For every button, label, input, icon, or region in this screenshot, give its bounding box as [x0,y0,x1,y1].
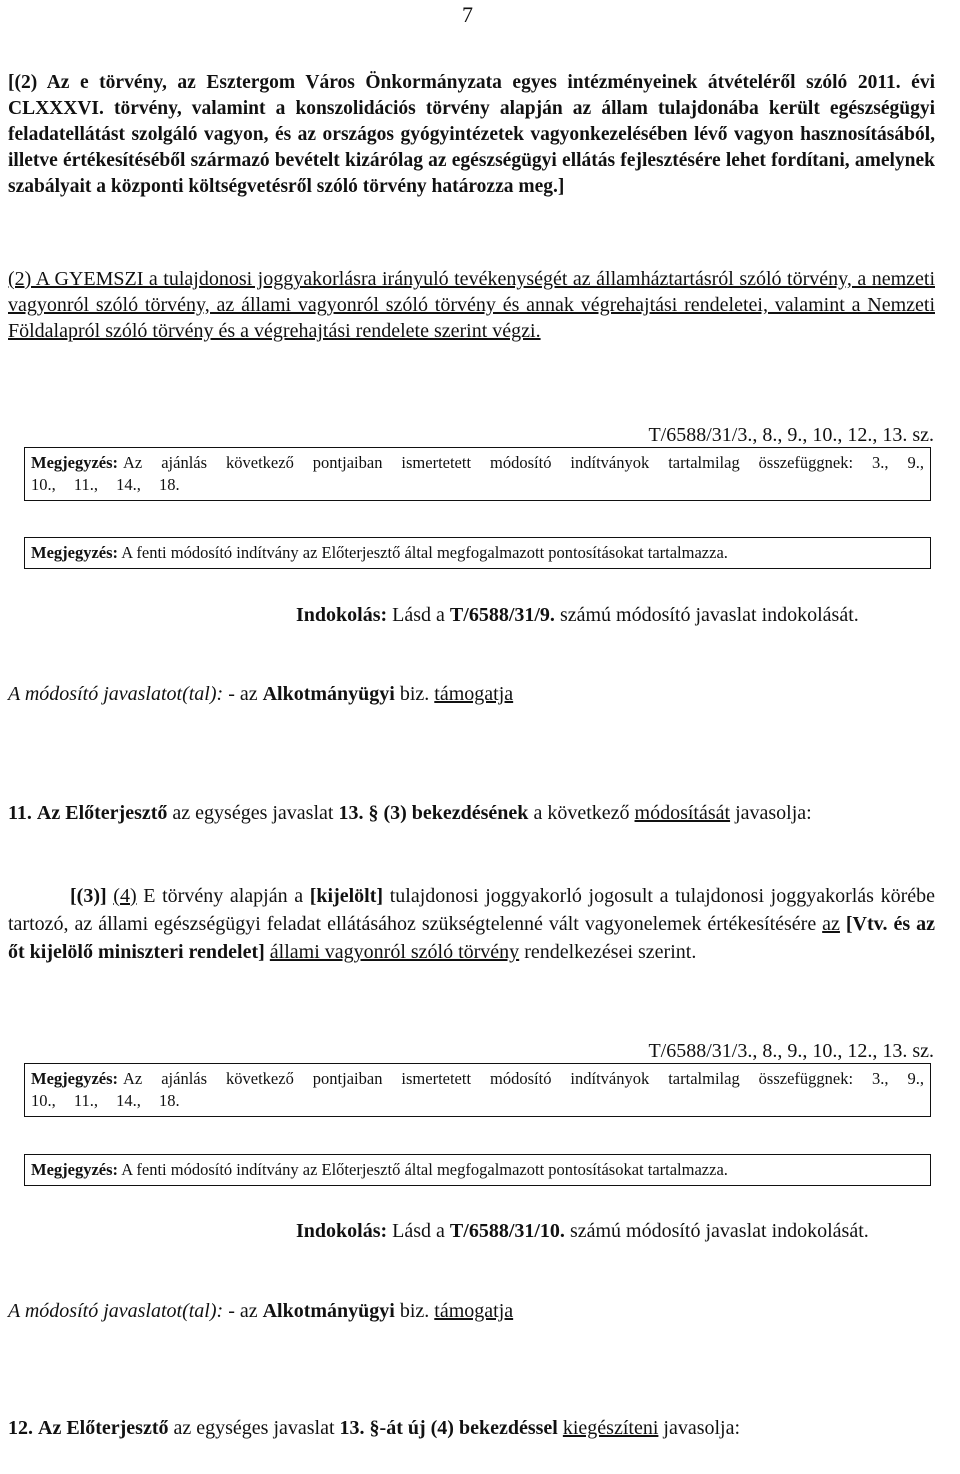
proposer-label: A módosító javaslatot(tal): [8,1300,224,1322]
proposer-action: támogatja [434,683,514,705]
item-11-heading: 11. Az Előterjesztő az egységes javaslat 13. § (3) bekezdésének a következő módosítását javasolja: [8,802,812,824]
item-12-heading: 12. Az Előterjesztő az egységes javaslat 13. §-át új (4) bekezdéssel kiegészíteni javasolja: [8,1417,741,1439]
note-label: Megjegyzés: [31,1160,119,1179]
note-box-related [24,1063,931,1117]
note-box-clarification [24,537,931,569]
justification-label: Indokolás: [296,604,388,626]
justification-pre: Lásd a [392,1220,445,1242]
note-label: Megjegyzés: [31,453,119,472]
justification-label: Indokolás: [296,1220,388,1242]
proposer-line [8,683,513,706]
justification-post: számú módosító javaslat indokolását. [559,604,859,626]
reference-numbers: T/6588/31/3., 8., 9., 10., 12., 13. sz. [648,424,934,446]
note-label: Megjegyzés: [31,1069,119,1088]
note-text: Az ajánlás következő pontjaiban ismertetett módosító indítványok tartalmilag összefüggnek: 3., 9., 10., 11., 14., 18. [31,1069,925,1110]
item-number: 11. [8,802,32,824]
note-text: A fenti módosító indítvány az Előterjesztő által megfogalmazott pontosításokat tartalmazza. [121,1160,728,1179]
amendment-original-text: [(2) Az e törvény, az Esztergom Város Önkormányzata egyes intézményeinek átvételéről szóló 2011. évi CLXXXVI. törvény, valamint a konszolidációs törvény alapján az állam tulajdonába került egészségügyi feladatellátást szolgáló vagyon, és az országos gyógyintézetek vagyonkezelésében lévő vagyon hasznosításából, illetve értékesítéséből származó bevételt kizárólag az egészségügyi ellátás fejlesztésére lehet fordítani, amelynek szabályait a központi költségvetésről szóló törvény határozza meg.] [8,72,935,197]
reference-numbers: T/6588/31/3., 8., 9., 10., 12., 13. sz. [648,1040,934,1062]
justification-pre: Lásd a [392,604,445,626]
proposer-committee: Alkotmányügyi [262,683,395,705]
justification-ref: T/6588/31/9. [449,604,555,626]
justification-post: számú módosító javaslat indokolását. [569,1220,869,1242]
proposer-action: támogatja [434,1300,514,1322]
item-11-body: [(3)] (4) E törvény alapján a [kijelölt] tulajdonosi joggyakorló jogosult a tulajdonosi joggyakorlás körébe tartozó, az állami egészségügyi feladat ellátásához szükségtelenné vált vagyonelemek értékesítésére az [Vtv. és az őt kijelölő miniszteri rendelet] állami vagyonról szóló törvény rendelkezései szerint. [8,885,936,963]
proposer-committee: Alkotmányügyi [262,1300,395,1322]
note-text: A fenti módosító indítvány az Előterjesztő által megfogalmazott pontosításokat tartalmazza. [121,543,728,562]
page-number: 7 [462,2,473,27]
proposer-dash: - az [228,1300,258,1322]
note-box-related [24,447,931,501]
amendment-new-text: (2) A GYEMSZI a tulajdonosi joggyakorlásra irányuló tevékenységét az államháztartásról szóló törvény, a nemzeti vagyonról szóló törvény, az állami vagyonról szóló törvény és annak végrehajtási rendeletei, valamint a Nemzeti Földalapról szóló törvény és a végrehajtási rendelete szerint végzi. [8,268,935,342]
note-label: Megjegyzés: [31,543,119,562]
proposer-label: A módosító javaslatot(tal): [8,683,224,705]
justification [296,1218,936,1244]
proposer-biz: biz. [399,683,430,705]
justification-ref: T/6588/31/10. [449,1220,565,1242]
note-text: Az ajánlás következő pontjaiban ismertetett módosító indítványok tartalmilag összefüggnek: 3., 9., 10., 11., 14., 18. [31,453,925,494]
proposer-biz: biz. [399,1300,430,1322]
proposer-dash: - az [228,683,258,705]
proposer-line [8,1300,513,1323]
justification [296,602,936,628]
item-number: 12. [8,1417,33,1439]
note-box-clarification [24,1154,931,1186]
